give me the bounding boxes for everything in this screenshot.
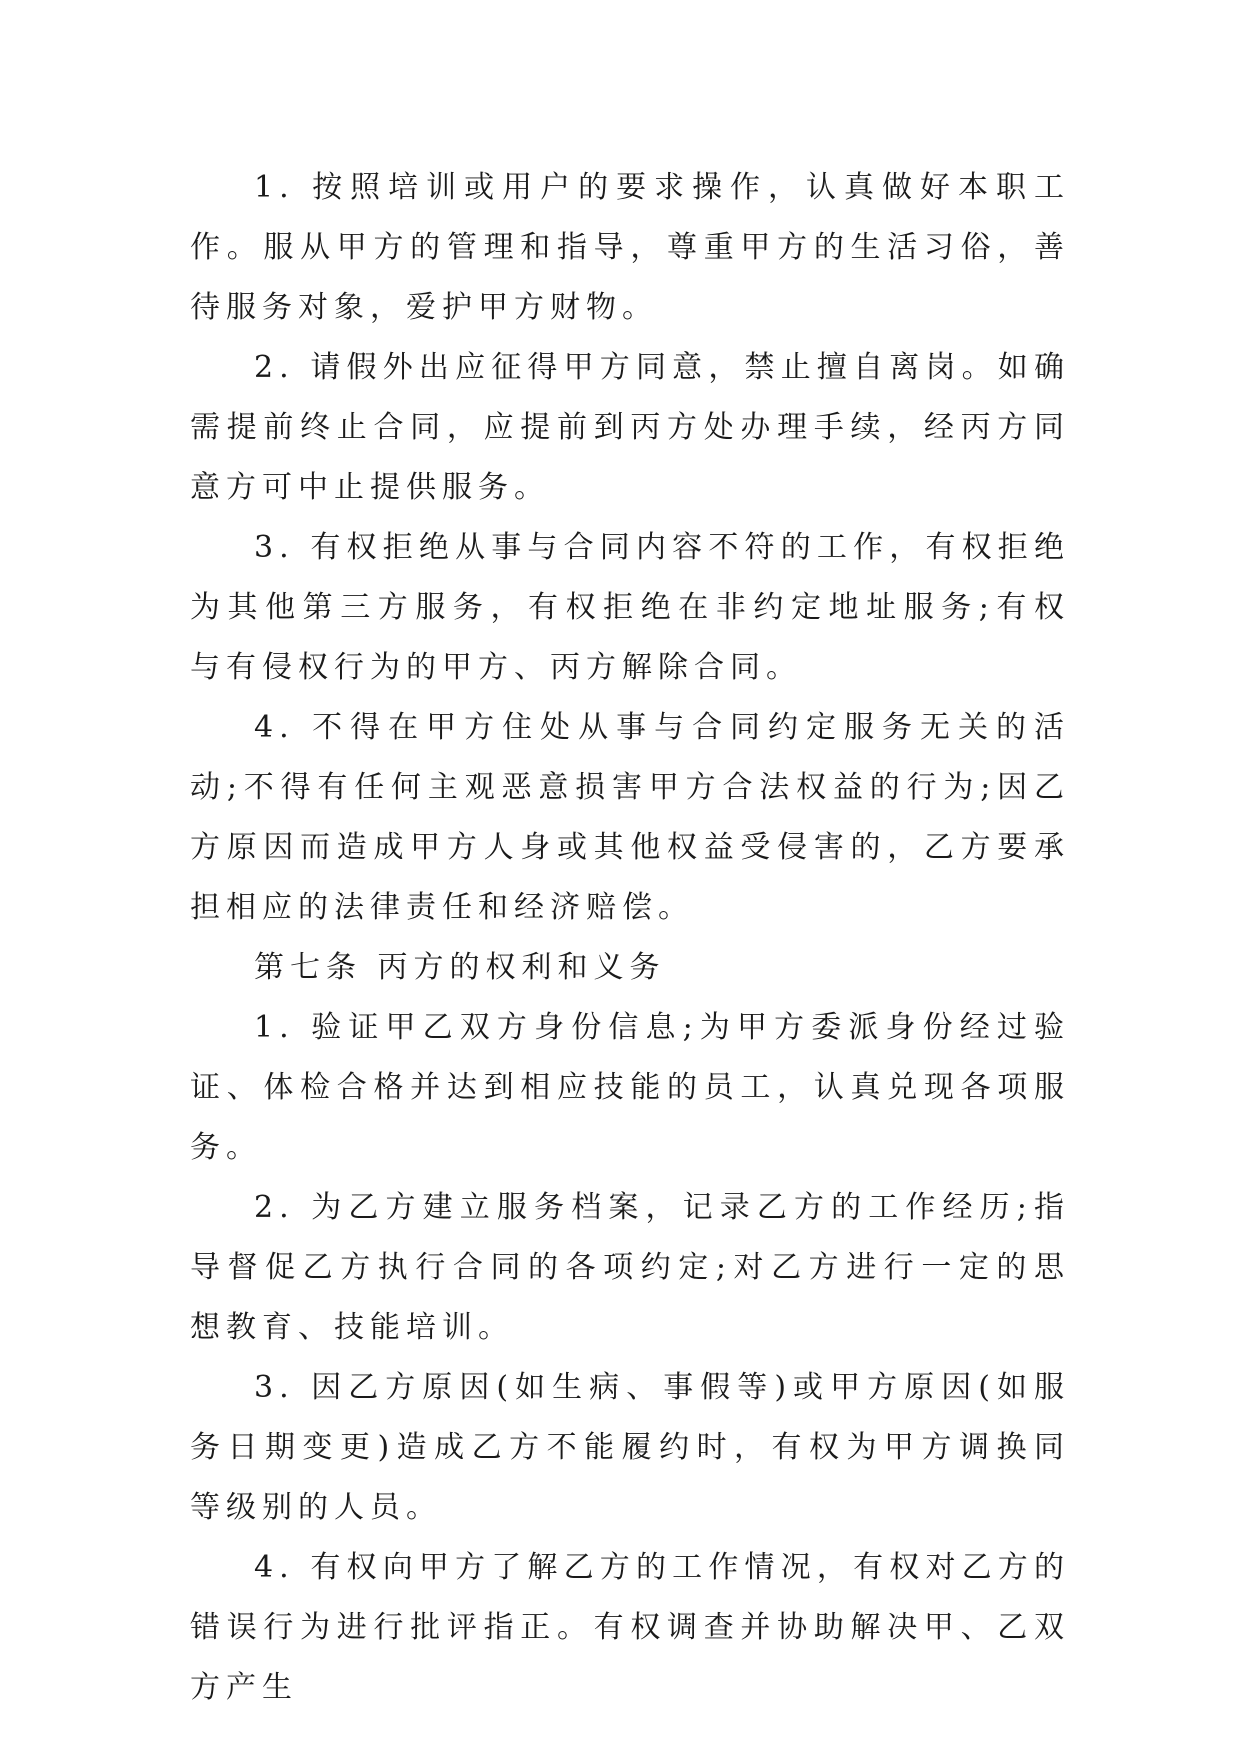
paragraph-item-1: 1. 按照培训或用户的要求操作，认真做好本职工作。服从甲方的管理和指导，尊重甲方的生活习俗，善待服务对象，爱护甲方财物。: [190, 170, 1070, 325]
paragraph-item-7-4: 4. 有权向甲方了解乙方的工作情况，有权对乙方的错误行为进行批评指正。有权调查并协助解决甲、乙双方产生: [190, 1550, 1070, 1705]
section-heading-article-7: 第七条 丙方的权利和义务: [254, 950, 666, 985]
paragraph-item-7-2: 2. 为乙方建立服务档案，记录乙方的工作经历;指导督促乙方执行合同的各项约定;对乙方进行一定的思想教育、技能培训。: [190, 1190, 1070, 1345]
paragraph-item-2: 2. 请假外出应征得甲方同意，禁止擅自离岗。如确需提前终止合同，应提前到丙方处办理手续，经丙方同意方可中止提供服务。: [190, 350, 1070, 505]
paragraph-item-7-3: 3. 因乙方原因(如生病、事假等)或甲方原因(如服务日期变更)造成乙方不能履约时，有权为甲方调换同等级别的人员。: [190, 1370, 1070, 1525]
paragraph-item-4: 4. 不得在甲方住处从事与合同约定服务无关的活动;不得有任何主观恶意损害甲方合法权益的行为;因乙方原因而造成甲方人身或其他权益受侵害的，乙方要承担相应的法律责任和经济赔偿。: [190, 710, 1070, 925]
paragraph-item-3: 3. 有权拒绝从事与合同内容不符的工作，有权拒绝为其他第三方服务，有权拒绝在非约定地址服务;有权与有侵权行为的甲方、丙方解除合同。: [190, 530, 1070, 685]
paragraph-item-7-1: 1. 验证甲乙双方身份信息;为甲方委派身份经过验证、体检合格并达到相应技能的员工，认真兑现各项服务。: [190, 1010, 1070, 1165]
document-body: [190, 158, 1070, 1718]
